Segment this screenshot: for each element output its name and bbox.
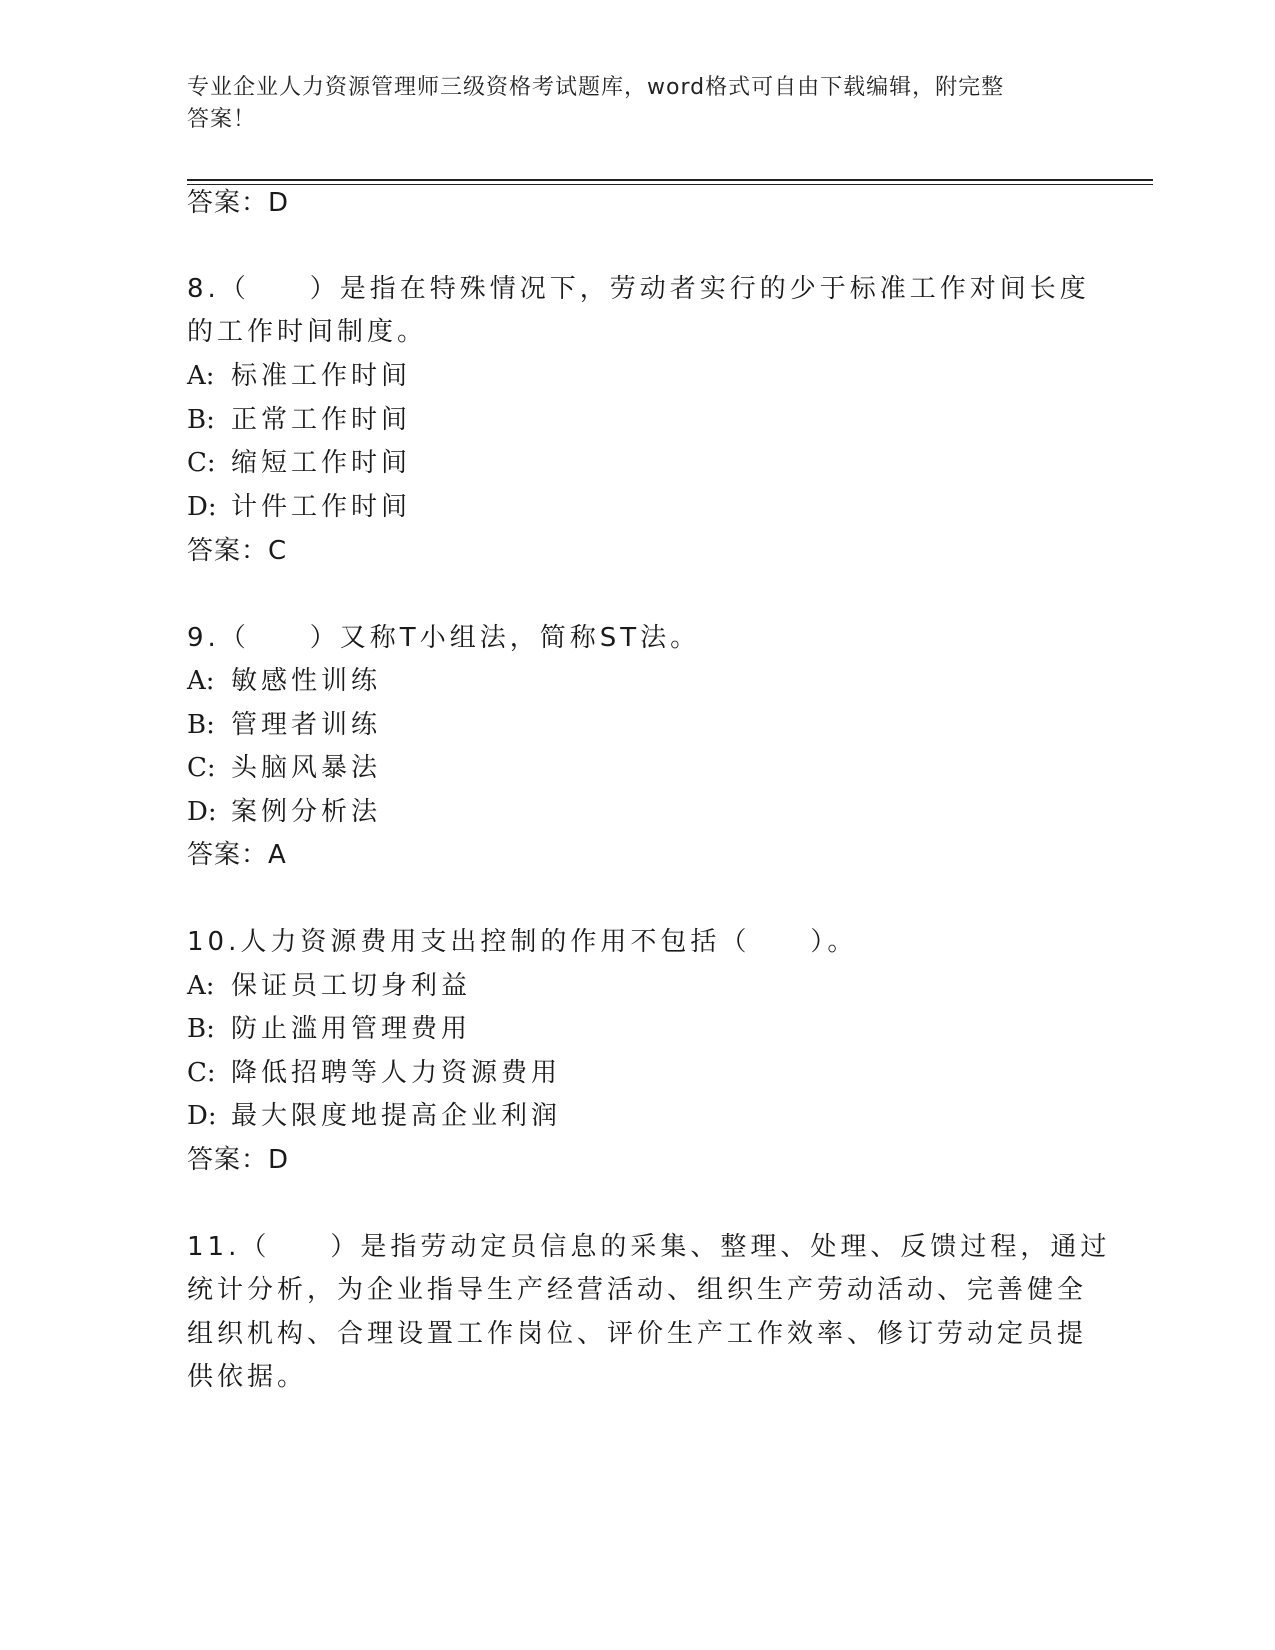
option-key: D: — [187, 1101, 217, 1131]
option-text: 计件工作时间 — [231, 492, 412, 522]
option-text: 头脑风暴法 — [231, 753, 382, 783]
previous-answer: 答案：D — [187, 188, 290, 218]
question-9-option-d — [187, 795, 1087, 829]
option-text: 降低招聘等人力资源费用 — [231, 1058, 562, 1088]
header-rule-thick — [187, 179, 1153, 181]
option-text: 敏感性训练 — [231, 666, 382, 696]
option-text: 保证员工切身利益 — [231, 971, 472, 1001]
option-key: B: — [187, 405, 215, 435]
question-8-stem-line-2: 的工作时间制度。 — [187, 317, 428, 347]
question-9-answer: 答案：A — [187, 840, 287, 870]
question-11-stem-line-4: 供依据。 — [187, 1362, 308, 1392]
question-10-answer: 答案：D — [187, 1145, 290, 1175]
option-text: 标准工作时间 — [231, 361, 412, 391]
question-8-option-a — [187, 359, 1087, 393]
question-8-option-d — [187, 490, 1087, 524]
option-text: 防止滥用管理费用 — [231, 1014, 472, 1044]
option-text: 管理者训练 — [231, 710, 382, 740]
question-8-option-c — [187, 446, 1087, 480]
header-note-line-2: 答案！ — [187, 107, 257, 132]
question-8-answer: 答案：C — [187, 536, 288, 566]
option-key: C: — [187, 448, 216, 478]
question-11-stem-line-1: 11.（ ）是指劳动定员信息的采集、整理、处理、反馈过程，通过 — [187, 1232, 1111, 1262]
question-9-option-c — [187, 751, 1087, 785]
option-key: C: — [187, 753, 216, 783]
question-8-stem-line-1: 8.（ ）是指在特殊情况下，劳动者实行的少于标准工作对间长度 — [187, 274, 1090, 304]
option-text: 案例分析法 — [231, 797, 382, 827]
option-key: D: — [187, 492, 217, 522]
option-key: C: — [187, 1058, 216, 1088]
header-rule-thin — [187, 184, 1153, 185]
question-10-option-b — [187, 1012, 1087, 1046]
question-11-stem-line-2: 统计分析，为企业指导生产经营活动、组织生产劳动活动、完善健全 — [187, 1275, 1088, 1305]
header-note-line-1: 专业企业人力资源管理师三级资格考试题库，word格式可自由下载编辑，附完整 — [187, 75, 1005, 100]
question-10-option-d — [187, 1099, 1087, 1133]
option-text: 正常工作时间 — [231, 405, 412, 435]
question-10-stem-line-1: 10.人力资源费用支出控制的作用不包括（ ）。 — [187, 927, 858, 957]
question-9-option-a — [187, 664, 1087, 698]
question-10-option-c — [187, 1056, 1087, 1090]
option-key: B: — [187, 1014, 215, 1044]
option-key: D: — [187, 797, 217, 827]
option-key: B: — [187, 710, 215, 740]
question-11-stem-line-3: 组织机构、合理设置工作岗位、评价生产工作效率、修订劳动定员提 — [187, 1319, 1088, 1349]
option-text: 最大限度地提高企业利润 — [231, 1101, 562, 1131]
option-key: A: — [187, 361, 215, 391]
option-text: 缩短工作时间 — [231, 448, 412, 478]
question-9-option-b — [187, 708, 1087, 742]
option-key: A: — [187, 971, 215, 1001]
question-10-option-a — [187, 969, 1087, 1003]
question-9-stem-line-1: 9.（ ）又称T小组法，简称ST法。 — [187, 623, 701, 653]
option-key: A: — [187, 666, 215, 696]
question-8-option-b — [187, 403, 1087, 437]
header-note — [187, 72, 1067, 136]
